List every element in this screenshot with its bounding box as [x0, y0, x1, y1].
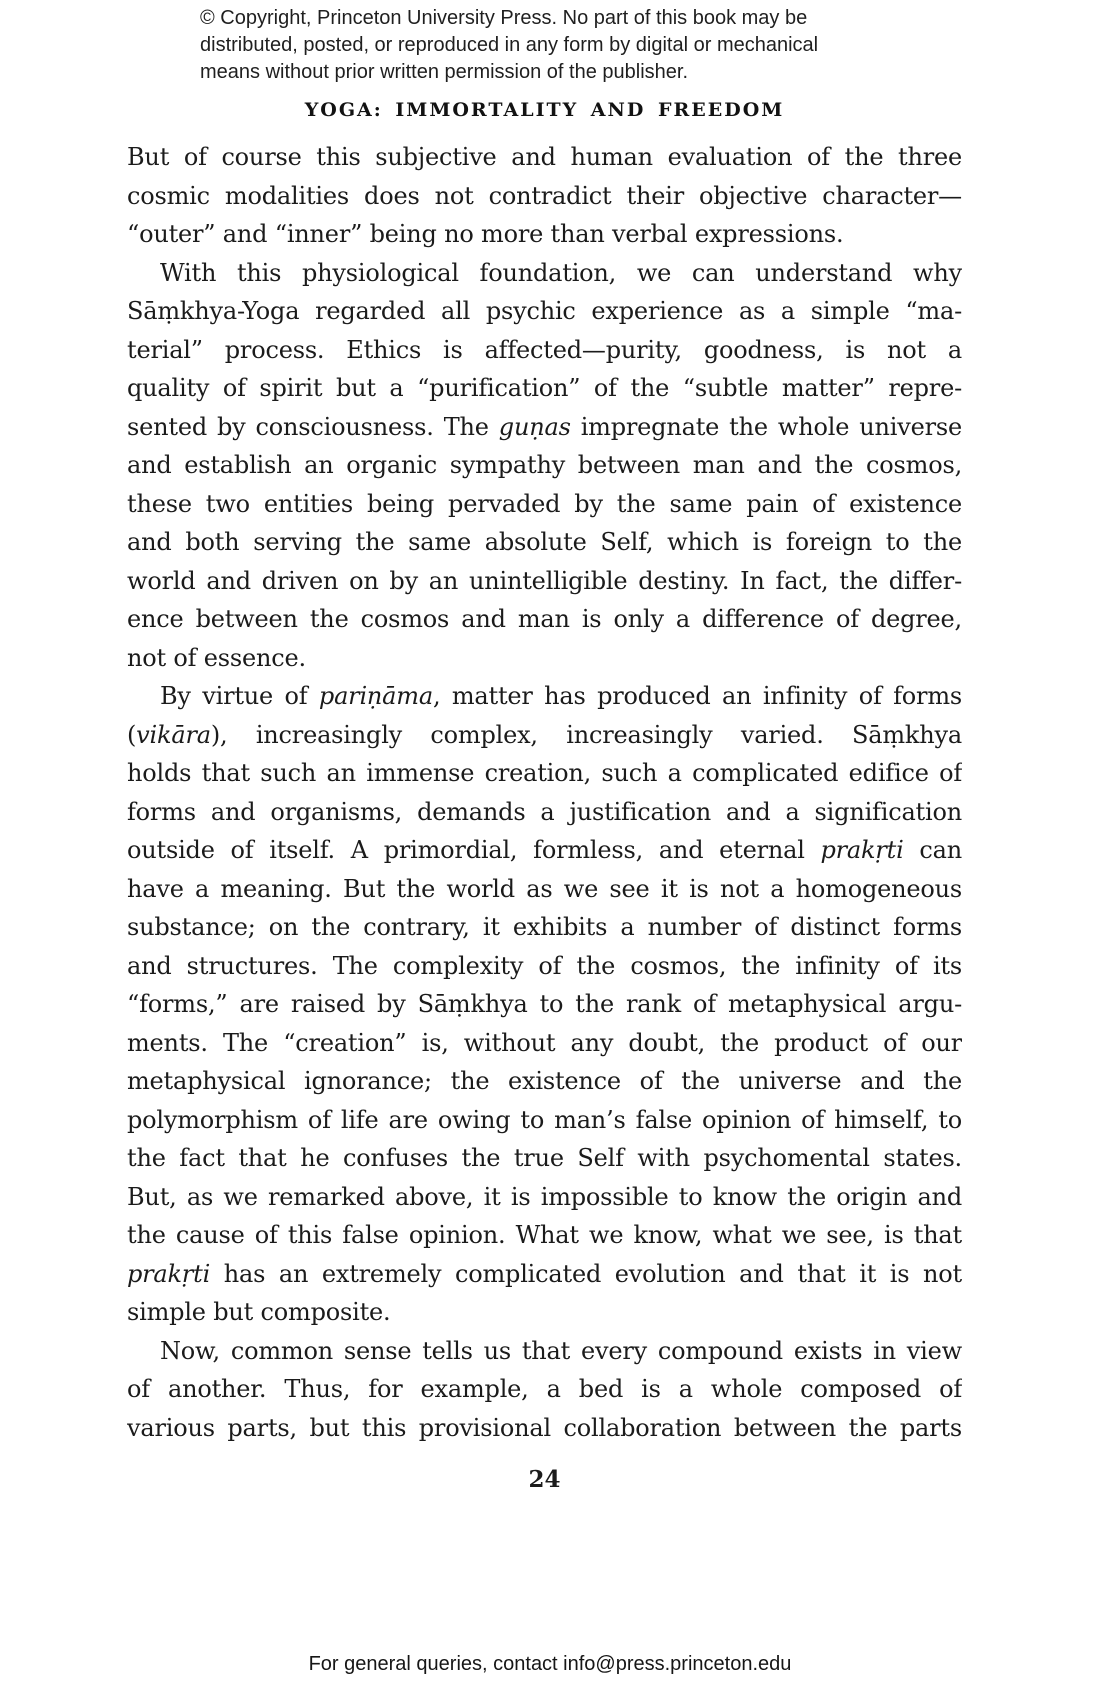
- body-text-line: metaphysical ignorance; the existence of the universe and the: [127, 1067, 962, 1095]
- body-text-line: “forms,” are raised by Sāṃkhya to the rank of metaphysical argu-: [127, 990, 962, 1018]
- body-text-line: With this physiological foundation, we can understand why: [160, 258, 962, 287]
- body-text-line: (vikāra), increasingly complex, increasingly varied. Sāṃkhya: [127, 720, 962, 749]
- body-text-line: substance; on the contrary, it exhibits a number of distinct forms: [127, 913, 962, 941]
- page-body-text: [127, 138, 962, 1447]
- body-text-line: terial” process. Ethics is affected—purity, goodness, is not a: [127, 335, 962, 364]
- body-text-line: By virtue of pariṇāma, matter has produced an infinity of forms: [160, 682, 962, 710]
- body-text-line: and establish an organic sympathy between man and the cosmos,: [127, 451, 962, 479]
- body-text-line: the fact that he confuses the true Self with psychomental states.: [127, 1144, 962, 1172]
- body-text-line: But, as we remarked above, it is impossible to know the origin and: [127, 1182, 962, 1211]
- copyright-line: means without prior written permission of the publisher.: [200, 61, 689, 83]
- body-text-line: of another. Thus, for example, a bed is a whole composed of: [127, 1375, 962, 1403]
- body-text-line: ence between the cosmos and man is only a difference of degree,: [127, 605, 962, 633]
- body-text-line: polymorphism of life are owing to man’s false opinion of himself, to: [127, 1105, 962, 1134]
- body-text-line: prakṛti has an extremely complicated evolution and that it is not: [127, 1259, 962, 1288]
- body-text-line: not of essence.: [127, 643, 306, 672]
- body-text-line: and both serving the same absolute Self, which is foreign to the: [127, 528, 962, 556]
- body-text-line: ments. The “creation” is, without any doubt, the product of our: [127, 1028, 962, 1057]
- body-text-line: outside of itself. A primordial, formless, and eternal prakṛti can: [127, 836, 962, 864]
- copyright-notice: [200, 5, 818, 86]
- body-text-line: world and driven on by an unintelligible destiny. In fact, the differ-: [127, 566, 962, 595]
- body-text-line: Now, common sense tells us that every compound exists in view: [160, 1336, 962, 1365]
- body-text-line: simple but composite.: [127, 1298, 391, 1326]
- running-head: YOGA: IMMORTALITY AND FREEDOM: [304, 99, 785, 121]
- body-text-line: the cause of this false opinion. What we know, what we see, is that: [127, 1221, 962, 1249]
- body-text-line: various parts, but this provisional collaboration between the parts: [127, 1413, 962, 1442]
- body-text-line: have a meaning. But the world as we see it is not a homogeneous: [127, 874, 962, 903]
- copyright-line: © Copyright, Princeton University Press. No part of this book may be: [200, 7, 808, 29]
- body-text-line: But of course this subjective and human evaluation of the three: [127, 143, 962, 171]
- body-text-line: holds that such an immense creation, such a complicated edifice of: [127, 759, 962, 787]
- body-text-line: sented by consciousness. The guṇas impregnate the whole universe: [127, 412, 962, 441]
- copyright-line: distributed, posted, or reproduced in any form by digital or mechanical: [200, 34, 819, 56]
- page-number: 24: [528, 1466, 561, 1493]
- body-text-line: Sāṃkhya-Yoga regarded all psychic experience as a simple “ma-: [127, 297, 962, 325]
- body-text-line: these two entities being pervaded by the same pain of existence: [127, 489, 962, 518]
- body-text-line: cosmic modalities does not contradict their objective character—: [127, 181, 962, 210]
- footer-contact: For general queries, contact info@press.princeton.edu: [308, 1653, 792, 1675]
- body-text-line: forms and organisms, demands a justification and a signification: [127, 797, 962, 826]
- body-text-line: “outer” and “inner” being no more than verbal expressions.: [127, 220, 844, 248]
- body-text-line: quality of spirit but a “purification” of the “subtle matter” repre-: [127, 374, 962, 402]
- body-text-line: and structures. The complexity of the cosmos, the infinity of its: [127, 951, 962, 980]
